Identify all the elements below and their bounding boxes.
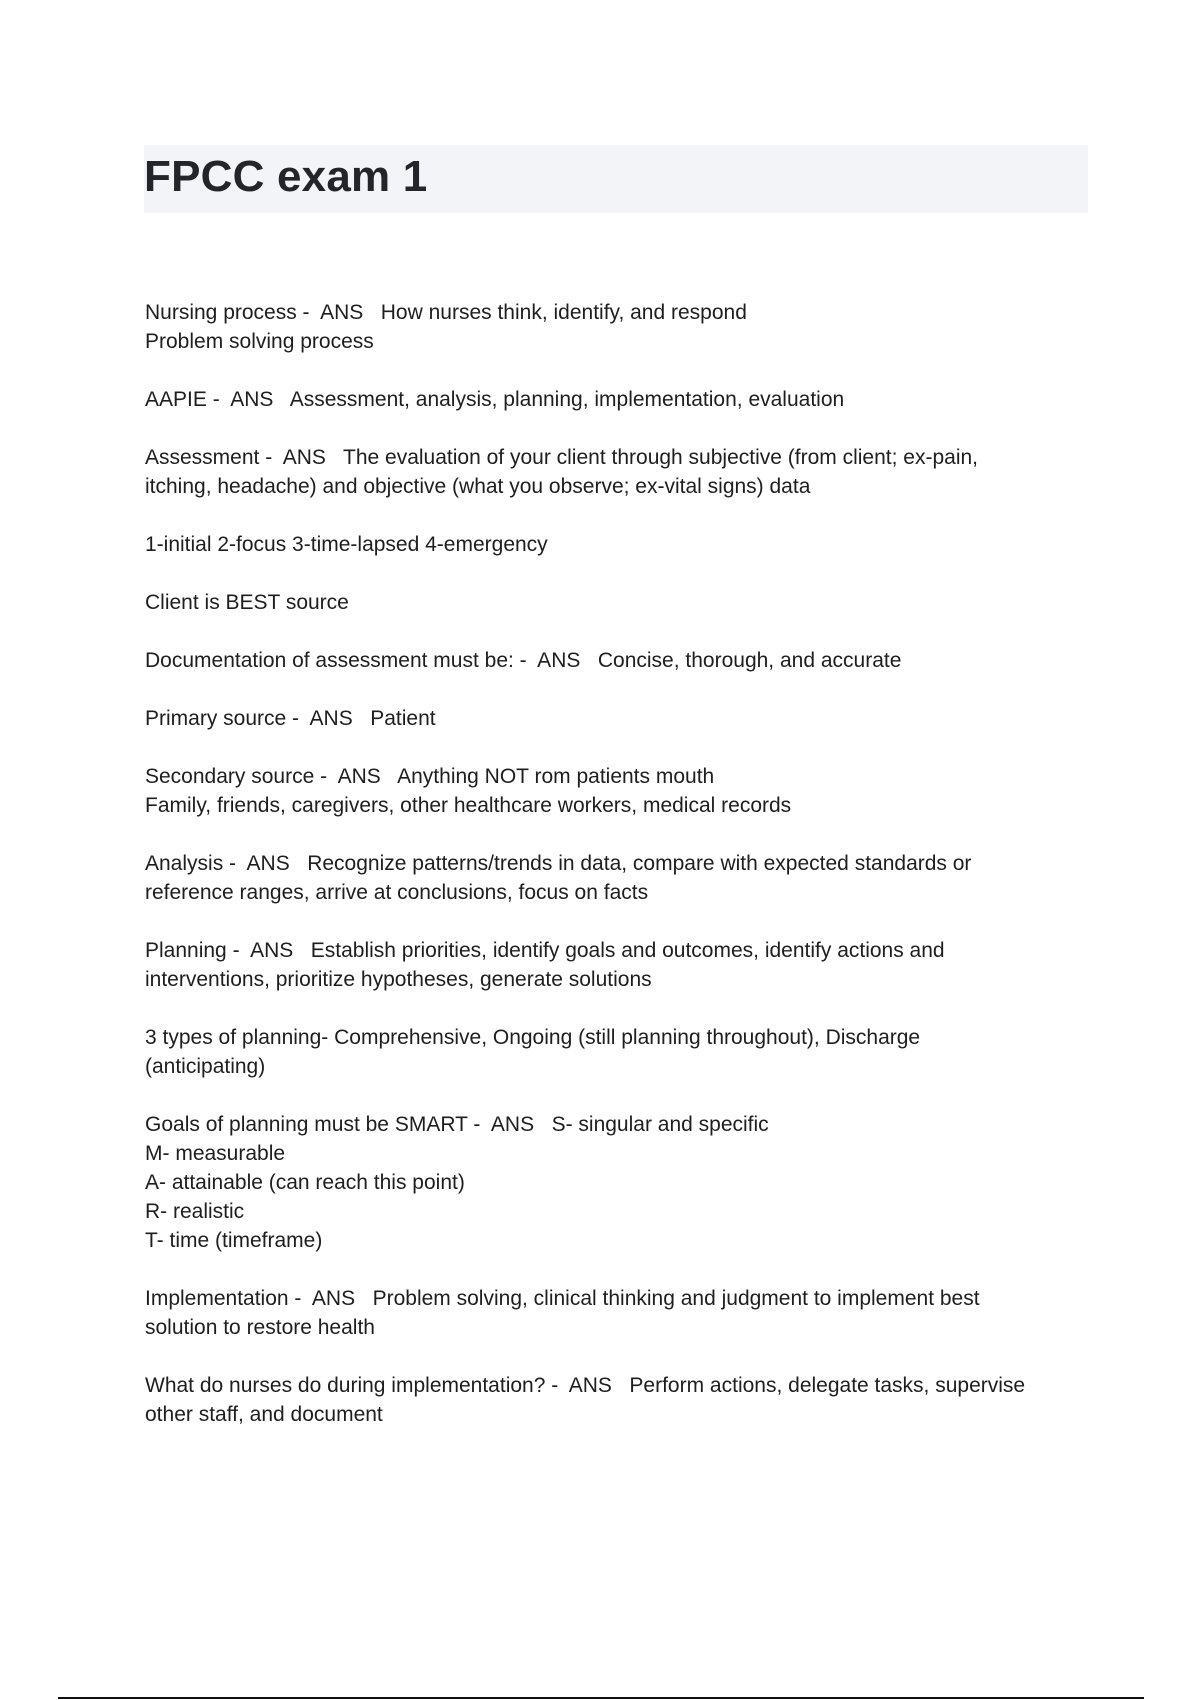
entry-text-line: Client is BEST source xyxy=(145,591,349,614)
footer-divider xyxy=(58,1697,1144,1699)
entry-text-line: Secondary source - ANS Anything NOT rom patients mouth xyxy=(145,765,715,788)
flashcard-entry xyxy=(145,530,1095,559)
entry-text-line: itching, headache) and objective (what you observe; ex-vital signs) data xyxy=(145,475,811,498)
flashcard-entry xyxy=(145,588,1095,617)
entry-text-line: interventions, prioritize hypotheses, generate solutions xyxy=(145,968,652,991)
entry-text-line: Planning - ANS Establish priorities, identify goals and outcomes, identify actions and xyxy=(145,939,945,962)
entry-text-line: What do nurses do during implementation? - ANS Perform actions, delegate tasks, supervise xyxy=(145,1374,1026,1397)
entry-text-line: Analysis - ANS Recognize patterns/trends in data, compare with expected standards or xyxy=(145,852,972,875)
entry-text-line: Goals of planning must be SMART - ANS S- singular and specific xyxy=(145,1113,769,1136)
entry-text-line: 1-initial 2-focus 3-time-lapsed 4-emergency xyxy=(145,533,548,556)
title-banner xyxy=(144,145,1088,213)
flashcard-entry xyxy=(145,1110,1095,1255)
flashcard-entry xyxy=(145,704,1095,733)
entry-text-line: A- attainable (can reach this point) xyxy=(145,1171,465,1194)
flashcard-entry xyxy=(145,298,1095,356)
entry-text-line: 3 types of planning- Comprehensive, Ongoing (still planning throughout), Discharge xyxy=(145,1026,921,1049)
page-title: FPCC exam 1 xyxy=(144,152,428,201)
entry-text-line: Family, friends, caregivers, other healthcare workers, medical records xyxy=(145,794,792,817)
flashcard-entry xyxy=(145,385,1095,414)
flashcard-entry xyxy=(145,936,1095,994)
entry-text-line: (anticipating) xyxy=(145,1055,266,1078)
flashcard-entry xyxy=(145,646,1095,675)
entry-text-line: Documentation of assessment must be: - ANS Concise, thorough, and accurate xyxy=(145,649,902,672)
entry-text-line: Assessment - ANS The evaluation of your client through subjective (from client; ex-pain, xyxy=(145,446,979,469)
flashcard-entry xyxy=(145,849,1095,907)
flashcard-entry xyxy=(145,443,1095,501)
entry-text-line: Problem solving process xyxy=(145,330,374,353)
flashcard-entry xyxy=(145,762,1095,820)
flashcard-entry xyxy=(145,1371,1095,1429)
entry-text-line: AAPIE - ANS Assessment, analysis, planning, implementation, evaluation xyxy=(145,388,845,411)
entry-text-line: Primary source - ANS Patient xyxy=(145,707,436,730)
entry-text-line: R- realistic xyxy=(145,1200,245,1223)
entry-text-line: other staff, and document xyxy=(145,1403,383,1426)
entry-text-line: reference ranges, arrive at conclusions, focus on facts xyxy=(145,881,649,904)
flashcard-entry xyxy=(145,1284,1095,1342)
entry-text-line: Nursing process - ANS How nurses think, identify, and respond xyxy=(145,301,747,324)
entry-text-line: T- time (timeframe) xyxy=(145,1229,323,1252)
flashcard-entry xyxy=(145,1023,1095,1081)
entry-text-line: Implementation - ANS Problem solving, clinical thinking and judgment to implement best xyxy=(145,1287,980,1310)
entry-text-line: solution to restore health xyxy=(145,1316,375,1339)
flashcard-list xyxy=(145,298,1095,1458)
entry-text-line: M- measurable xyxy=(145,1142,286,1165)
